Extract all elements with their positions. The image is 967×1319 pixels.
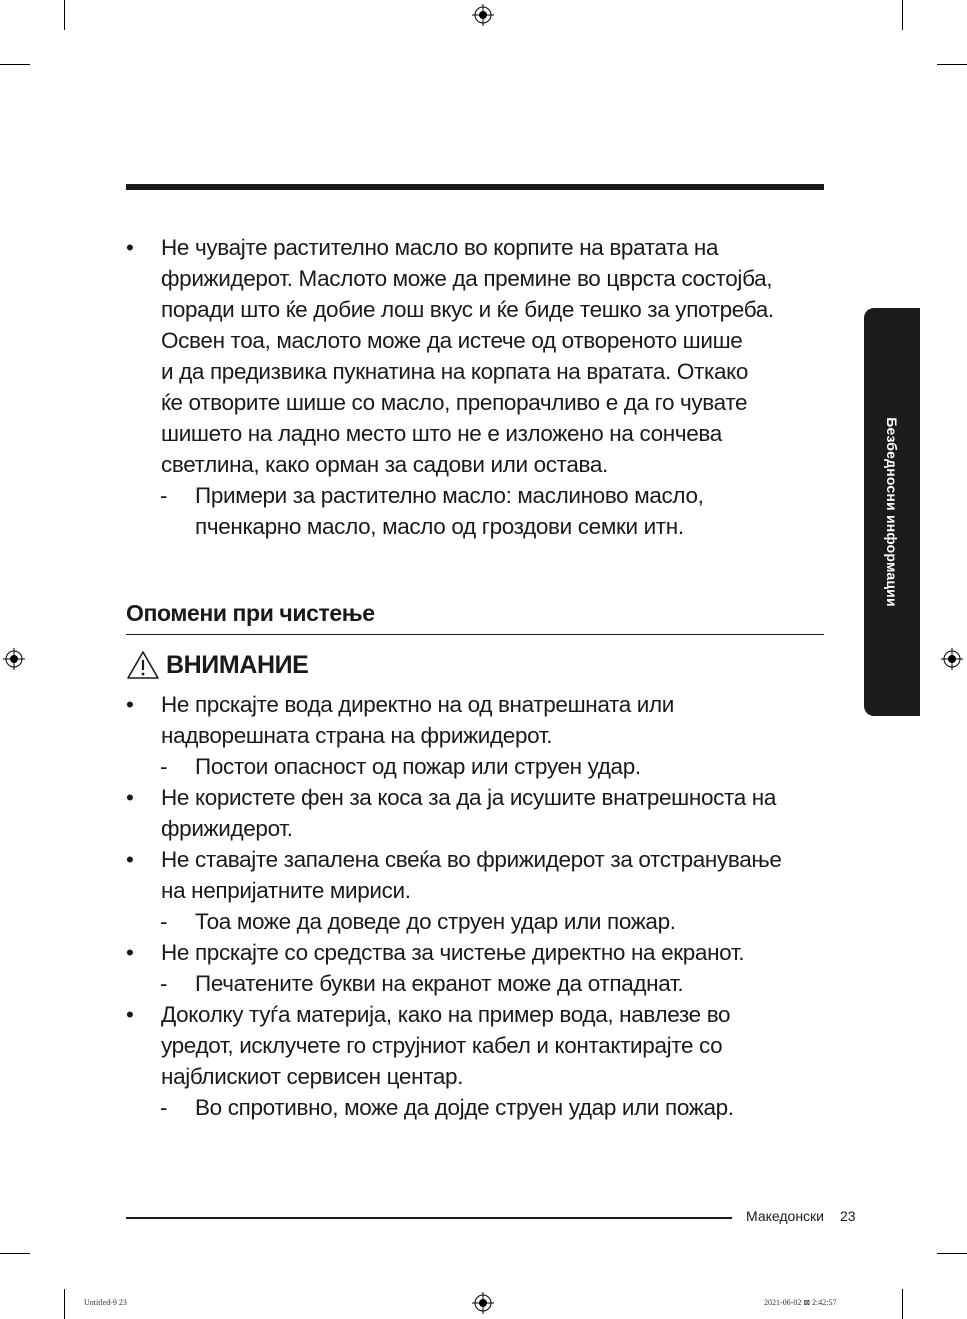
bullet-mark: • xyxy=(126,692,134,717)
bullet-line: поради што ќе добие лош вкус и ќе биде тешко за употреба. xyxy=(161,297,774,322)
bullet-item xyxy=(126,689,826,751)
sub-line: Тоа може да доведе до струен удар или пожар. xyxy=(195,909,676,934)
caution-label: ВНИМАНИЕ xyxy=(166,650,309,679)
sub-item xyxy=(126,480,826,542)
warning-triangle-icon xyxy=(126,650,160,680)
sub-item xyxy=(126,968,826,999)
top-rule xyxy=(126,184,824,190)
bullet-line: светлина, како орман за садови или остава. xyxy=(161,452,608,477)
bullet-line: Не чувајте растително масло во корпите на вратата на xyxy=(161,235,719,260)
bullet-item xyxy=(126,999,826,1092)
dash-mark: - xyxy=(160,483,168,508)
section-rule xyxy=(126,634,824,635)
bullet-mark: • xyxy=(126,785,134,810)
bullet-line: Не прскајте вода директно на од внатрешната или xyxy=(161,692,675,717)
bullet-mark: • xyxy=(126,940,134,965)
crop-mark xyxy=(937,64,967,65)
bullet-line: на непријатните мириси. xyxy=(161,878,411,903)
bullet-item xyxy=(126,937,826,968)
sub-item xyxy=(126,1092,826,1123)
crop-mark xyxy=(937,1253,967,1254)
bullet-line: Не прскајте со средства за чистење директно на екранот. xyxy=(161,940,745,965)
crop-mark xyxy=(64,0,65,30)
footer-rule xyxy=(126,1217,732,1219)
sub-line: Постои опасност од пожар или струен удар. xyxy=(195,754,641,779)
top-bullet-list xyxy=(126,232,826,542)
bullet-line: најблискиот сервисен центар. xyxy=(161,1064,464,1089)
sub-line: Печатените букви на екранот може да отпаднат. xyxy=(195,971,684,996)
bullet-item xyxy=(126,782,826,844)
dash-mark: - xyxy=(160,754,168,779)
caution-bullet-list xyxy=(126,689,826,1123)
crop-mark xyxy=(902,1289,903,1319)
bullet-line: ќе отворите шише со масло, препорачливо е да го чувате xyxy=(161,390,748,415)
bullet-line: шишето на ладно место што не е изложено на сончева xyxy=(161,421,722,446)
bullet-line: Не користете фен за коса за да ја исушите внатрешноста на xyxy=(161,785,777,810)
registration-mark-icon xyxy=(472,4,494,26)
crop-mark xyxy=(64,1289,65,1319)
bullet-line: и да предизвика пукнатина на корпата на вратата. Откако xyxy=(161,359,749,384)
registration-mark-icon xyxy=(941,648,963,670)
crop-mark xyxy=(902,0,903,30)
print-slug-right: 2021-06-02 ⊠ 2:42:57 xyxy=(764,1298,837,1307)
bullet-line: Доколку туѓа материја, како на пример вода, навлезе во xyxy=(161,1002,731,1027)
sub-item xyxy=(126,751,826,782)
sub-line: пченкарно масло, масло од гроздови семки итн. xyxy=(195,514,684,539)
crop-mark xyxy=(0,64,30,65)
page-number: 23 xyxy=(840,1208,856,1224)
bullet-line: надворешната страна на фрижидерот. xyxy=(161,723,553,748)
dash-mark: - xyxy=(160,1095,168,1120)
bullet-line: уредот, исклучете го струјниот кабел и контактирајте со xyxy=(161,1033,723,1058)
sub-line: Во спротивно, може да дојде струен удар или пожар. xyxy=(195,1095,734,1120)
bullet-item xyxy=(126,232,826,480)
bullet-line: Освен тоа, маслото може да истече од отвореното шише xyxy=(161,328,743,353)
bullet-mark: • xyxy=(126,1002,134,1027)
bullet-mark: • xyxy=(126,235,134,260)
crop-mark xyxy=(0,1253,30,1254)
dash-mark: - xyxy=(160,971,168,996)
section-title: Опомени при чистење xyxy=(126,600,375,626)
registration-mark-icon xyxy=(472,1292,494,1314)
bullet-line: Не ставајте запалена свеќа во фрижидерот за отстранување xyxy=(161,847,782,872)
bullet-line: фрижидерот. xyxy=(161,816,293,841)
dash-mark: - xyxy=(160,909,168,934)
sub-line: Примери за растително масло: маслиново масло, xyxy=(195,483,704,508)
bullet-line: фрижидерот. Маслото може да премине во цврста состојба, xyxy=(161,266,773,291)
registration-mark-icon xyxy=(3,648,25,670)
caution-heading xyxy=(126,650,308,680)
side-tab-label: Безбедносни информации xyxy=(884,417,901,607)
bullet-item xyxy=(126,844,826,906)
bullet-mark: • xyxy=(126,847,134,872)
print-slug-left: Untitled-9 23 xyxy=(84,1298,127,1307)
footer-language: Македонски xyxy=(746,1208,824,1224)
sub-item xyxy=(126,906,826,937)
